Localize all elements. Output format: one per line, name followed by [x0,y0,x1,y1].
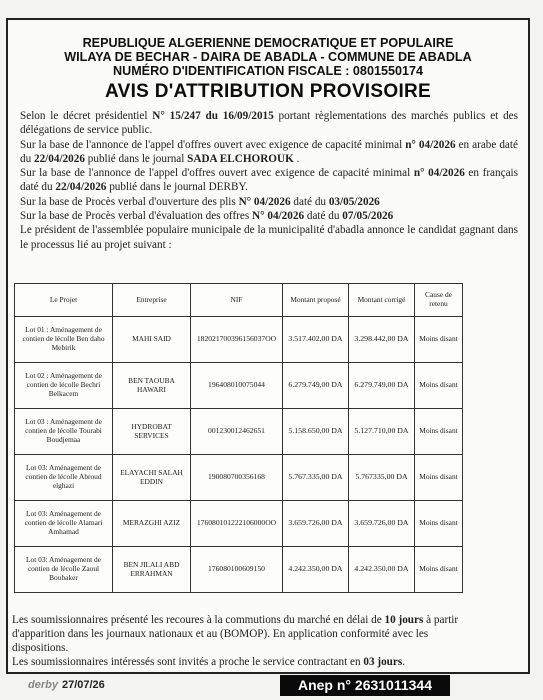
date: 22/04/2026 [33,152,85,165]
text: daté du [304,210,343,223]
cell-montant-propose: 3.517.402,00 DA [283,317,349,363]
footer-paragraph-invite [12,655,464,669]
cell-projet: Lot 03 : Aménagement de contien de lécolle Tourabi Boudjemaa [15,409,113,455]
cell-nif: 182021700396156037OO [191,317,283,363]
cell-montant-corrige: 5.127.710,00 DA [349,409,415,455]
text: Selon le décret présidentiel [20,110,153,122]
cell-montant-corrige: 5.767335,00 DA [349,455,415,501]
text: à partir d'apparition dans les journaux nationaux et au (BOMOP). En application conformité avec les dispositions. [12,614,459,654]
date: 03/05/2026 [328,195,380,208]
cell-projet: Lot 03: Aménagement de contien de lécolle Alamari Amhamad [15,501,113,547]
cell-projet: Lot 03: Aménagement de contien de lécolle Abroud elghazi [15,455,113,501]
decree-number: N° 15/247 du 16/09/2015 [152,110,274,122]
text: Sur la base de Procès verbal d'évaluation des offres [20,210,253,223]
table-row [15,363,463,409]
text: en arabe daté du [20,138,518,165]
column-header-projet: Le Projet [15,284,113,317]
bottom-bar [0,675,543,700]
cell-cause: Moins disant [415,409,463,455]
cell-nif: 190080700356168 [191,455,283,501]
column-header-montant-propose: Montant proposé [283,284,349,317]
notice-body [8,109,528,252]
cell-projet: Lot 02 : Aménagement de contien de lécolle Bechri Belkacem [15,363,113,409]
notice-title: AVIS D'ATTRIBUTION PROVISOIRE [104,81,432,102]
text: publié dans le journal DERBY. [106,181,248,194]
publication-date: 27/07/26 [61,679,105,691]
cell-montant-corrige: 4.242.350,00 DA [349,547,415,593]
text: Les soumissionnaires présenté les recoures à la commutions du marché en délai de [12,614,385,626]
text: publié dans le journal [84,152,188,165]
body-paragraph-opening [20,195,518,209]
body-paragraph-evaluation [20,209,518,223]
invite-delay: 03 jours [363,656,403,668]
column-header-montant-corrige: Montant corrigé [349,284,415,317]
text: en français daté du [20,167,518,194]
column-header-cause: Cause de retenu [415,284,463,317]
cell-montant-propose: 6.279.749,00 DA [283,363,349,409]
attribution-table [14,283,463,593]
cell-cause: Moins disant [415,455,463,501]
text: portant règlementations des marchés publics et des délégations de service public. [20,110,518,137]
table-row [15,317,463,363]
text: Les soumissionnaires intéressés sont invités a proche le service contractant en [12,656,364,668]
table-row [15,455,463,501]
cell-entreprise: MAHI SAID [113,317,191,363]
text: . [402,656,406,668]
newspaper-logo: derby [28,679,58,691]
cell-nif: 196408010075044 [191,363,283,409]
table-row [15,501,463,547]
cell-entreprise: ELAYACHI SALAH EDDIN [113,455,191,501]
pv-number: N° 04/2026 [238,195,291,208]
body-paragraph-french-announce [20,166,518,195]
text: Sur la base de l'annonce de l'appel d'offres ouvert avec exigence de capacité minimal [20,138,406,151]
journal-name: SADA ELCHOROUK [187,152,294,165]
text: daté du [290,195,329,208]
table-row [15,409,463,455]
publication-stamp [28,679,105,691]
cell-nif: 176080100609150 [191,547,283,593]
body-paragraph-arabic-announce [20,138,518,167]
cell-montant-propose: 4.242.350,00 DA [283,547,349,593]
date: 07/05/2026 [342,210,394,223]
cell-entreprise: BEN JILALI ABD ERRAHMAN [113,547,191,593]
cell-montant-propose: 5.767.335,00 DA [283,455,349,501]
cell-cause: Moins disant [415,317,463,363]
cell-entreprise: HYDROBAT SERVICES [113,409,191,455]
cell-nif: 001230012462651 [191,409,283,455]
notice-footer [12,613,464,669]
cell-entreprise: MERAZGHI AZIZ [113,501,191,547]
text: Sur la base de Procès verbal d'ouverture des plis [20,195,239,208]
header-line-wilaya: WILAYA DE BECHAR - DAIRA DE ABADLA - COMMUNE DE ABADLA [64,50,472,64]
cell-montant-corrige: 3.659.726,00 DA [349,501,415,547]
header-line-nif: NUMÉRO D'IDENTIFICATION FISCALE : 0801550174 [113,64,423,78]
cell-montant-propose: 3.659.726,00 DA [283,501,349,547]
cell-nif: 176080101222106000OO [191,501,283,547]
cell-cause: Moins disant [415,501,463,547]
body-paragraph-announcement: Le président de l'assemblée populaire municipale de la municipalité d'abadla annonce le candidat gagnant dans le processus lié au projet suivant : [20,224,518,251]
cell-entreprise: BEN TAOUBA HAWARI [113,363,191,409]
date: 22/04/2026 [55,181,107,194]
cell-cause: Moins disant [415,363,463,409]
tender-number: n° 04/2026 [405,138,456,151]
header-line-republic: REPUBLIQUE ALGERIENNE DEMOCRATIQUE ET POPULAIRE [82,36,454,50]
text: . [293,152,300,165]
appeal-delay: 10 jours [384,614,424,626]
cell-projet: Lot 03: Aménagement de contien de lécolle Zaoul Boubaker [15,547,113,593]
anep-number-badge: Anep n° 2631011344 [280,675,450,696]
pv-number: N° 04/2026 [252,210,305,223]
table-header-row [15,284,463,317]
column-header-nif: NIF [191,284,283,317]
column-header-entreprise: Entreprise [113,284,191,317]
cell-montant-propose: 5.158.650,00 DA [283,409,349,455]
cell-montant-corrige: 3.298.442,00 DA [349,317,415,363]
cell-montant-corrige: 6.279.749,00 DA [349,363,415,409]
cell-projet: Lot 01 : Aménagement de contien de lécolle Ben daho Mebirik [15,317,113,363]
table-row [15,547,463,593]
text: Sur la base de l'annonce de l'appel d'offres ouvert avec exigence de capacité minimal [20,167,414,180]
notice-header [8,36,528,78]
footer-paragraph-appeal [12,613,464,655]
body-paragraph-decree [20,109,518,138]
tender-number: n° 04/2026 [413,167,465,180]
cell-cause: Moins disant [415,547,463,593]
